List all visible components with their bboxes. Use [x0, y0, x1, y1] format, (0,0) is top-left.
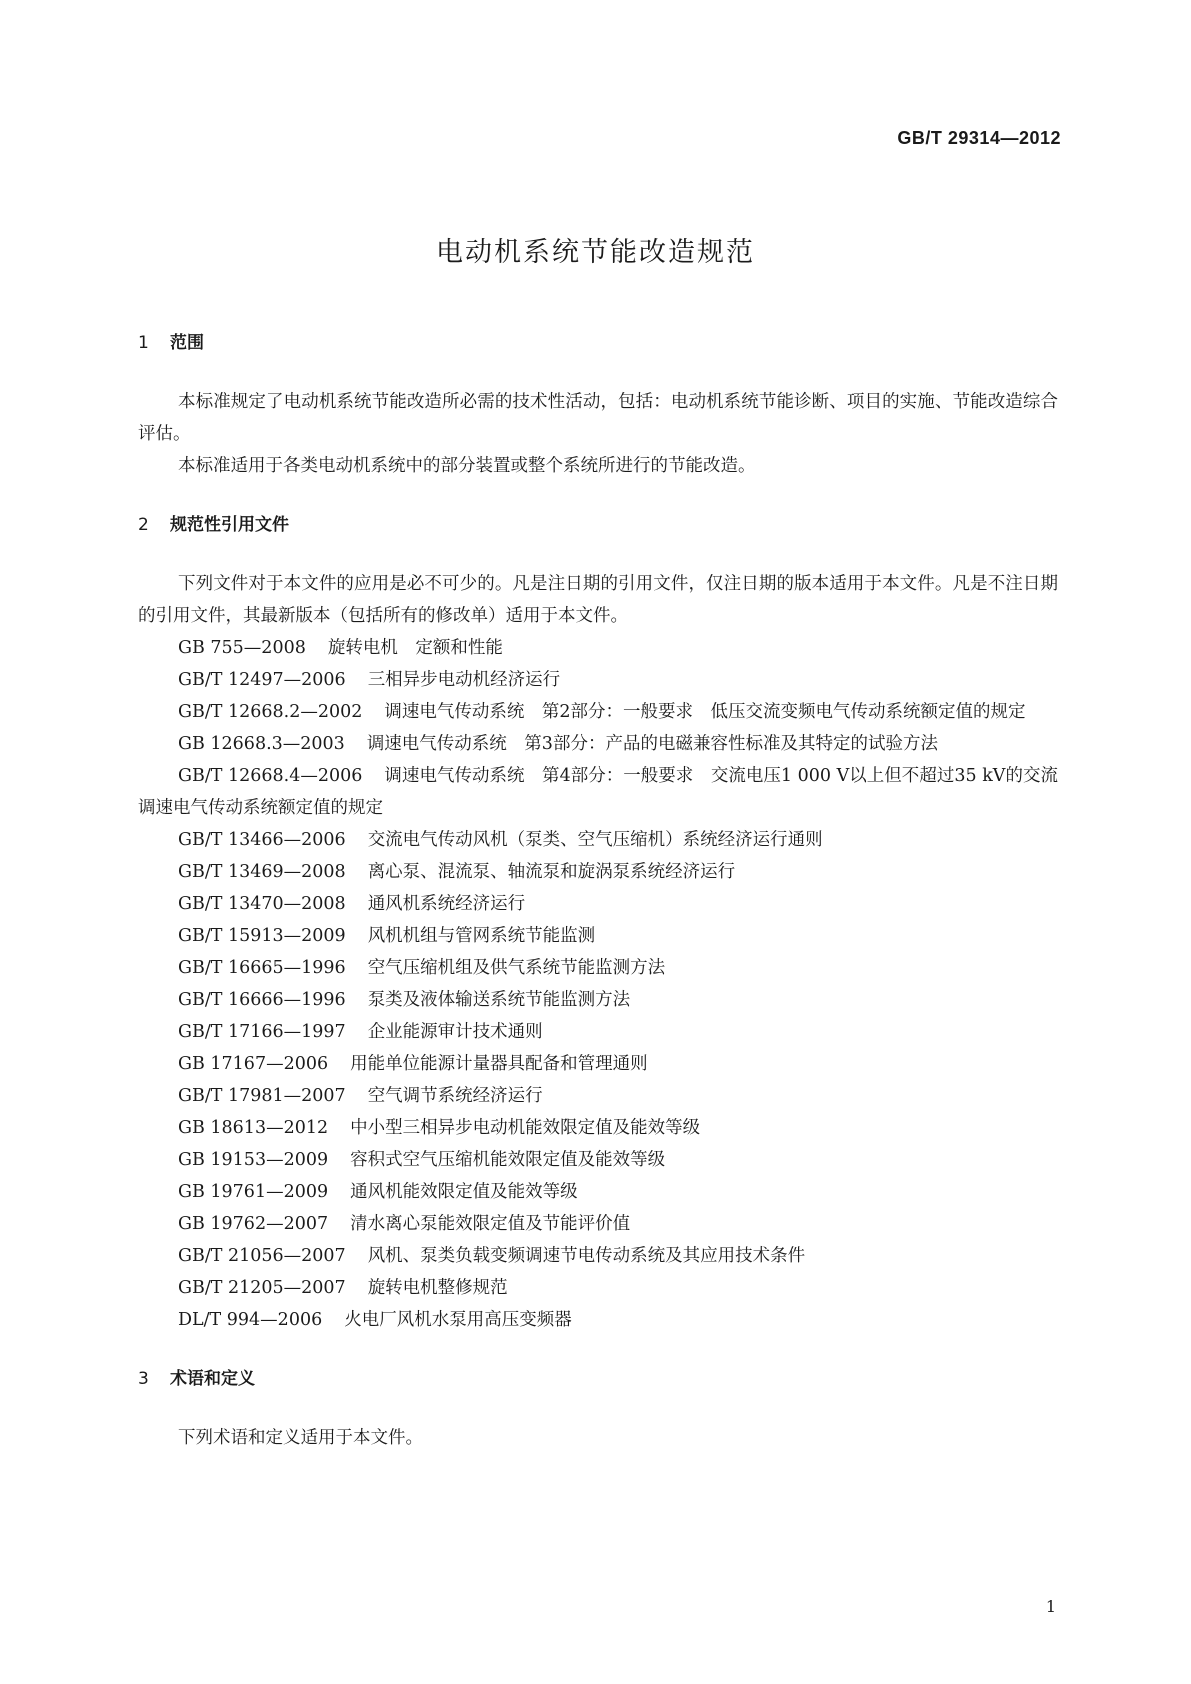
- reference-item: [138, 1208, 1058, 1240]
- reference-item: [138, 664, 1058, 696]
- reference-item: [138, 1272, 1058, 1304]
- section-heading-terms: [138, 1366, 1058, 1392]
- reference-list: [138, 632, 1058, 1336]
- reference-title: 离心泵、混流泵、轴流泵和旋涡泵系统经济运行: [367, 862, 736, 882]
- document-title: 电动机系统节能改造规范: [436, 237, 755, 268]
- reference-code: GB 19153—2009: [178, 1150, 329, 1170]
- reference-title: 清水离心泵能效限定值及节能评价值: [350, 1214, 631, 1234]
- reference-code: GB/T 17166—1997: [178, 1022, 346, 1042]
- reference-code: GB 18613—2012: [178, 1118, 329, 1138]
- reference-item: [138, 1144, 1058, 1176]
- page-number: 1: [1045, 1597, 1056, 1616]
- section-heading-scope: [138, 330, 1058, 356]
- reference-code: GB 19762—2007: [178, 1214, 329, 1234]
- reference-item: [138, 952, 1058, 984]
- reference-title: 三相异步电动机经济运行: [367, 670, 561, 690]
- reference-code: GB/T 21205—2007: [178, 1278, 346, 1298]
- reference-item: [138, 728, 1058, 760]
- reference-item: [138, 888, 1058, 920]
- terms-intro: 下列术语和定义适用于本文件。: [178, 1428, 423, 1448]
- standard-number: GB/T 29314—2012: [897, 128, 1061, 148]
- reference-title: 调速电气传动系统 第2部分：一般要求 低压交流变频电气传动系统额定值的规定: [384, 702, 1026, 722]
- reference-item: [138, 1080, 1058, 1112]
- reference-code: GB/T 12497—2006: [178, 670, 346, 690]
- reference-title: 火电厂风机水泵用高压变频器: [344, 1310, 572, 1330]
- section-title: 术语和定义: [170, 1369, 255, 1389]
- reference-item: [138, 1304, 1058, 1336]
- reference-item: [138, 1176, 1058, 1208]
- section-number: 3: [138, 1369, 149, 1389]
- scope-paragraph: 本标准适用于各类电动机系统中的部分装置或整个系统所进行的节能改造。: [178, 456, 756, 476]
- reference-code: GB/T 13470—2008: [178, 894, 346, 914]
- reference-code: GB/T 15913—2009: [178, 926, 346, 946]
- reference-code: GB/T 21056—2007: [178, 1246, 346, 1266]
- document-body: [138, 330, 1058, 1454]
- reference-title: 空气调节系统经济运行: [367, 1086, 543, 1106]
- reference-item: [138, 920, 1058, 952]
- reference-code: GB/T 12668.4—2006: [178, 766, 363, 786]
- reference-code: GB/T 16665—1996: [178, 958, 346, 978]
- reference-code: GB 755—2008: [178, 638, 306, 658]
- reference-item: [138, 1240, 1058, 1272]
- section-title: 范围: [170, 333, 204, 353]
- reference-item: [138, 760, 1058, 824]
- reference-item: [138, 1112, 1058, 1144]
- reference-title: 交流电气传动风机（泵类、空气压缩机）系统经济运行通则: [367, 830, 823, 850]
- reference-item: [138, 1048, 1058, 1080]
- reference-code: GB/T 13466—2006: [178, 830, 346, 850]
- reference-code: GB/T 16666—1996: [178, 990, 346, 1010]
- reference-item: [138, 1016, 1058, 1048]
- reference-item: [138, 984, 1058, 1016]
- section-number: 2: [138, 515, 149, 535]
- reference-title: 容积式空气压缩机能效限定值及能效等级: [350, 1150, 666, 1170]
- reference-code: DL/T 994—2006: [178, 1310, 323, 1330]
- reference-title: 泵类及液体输送系统节能监测方法: [367, 990, 631, 1010]
- reference-title: 风机、泵类负载变频调速节电传动系统及其应用技术条件: [367, 1246, 806, 1266]
- reference-code: GB/T 12668.2—2002: [178, 702, 363, 722]
- reference-item: [138, 696, 1058, 728]
- reference-title: 调速电气传动系统 第4部分：一般要求 交流电压1 000 V以上但不超过35 kV的交流调速电气传动系统额定值的规定: [138, 766, 1058, 818]
- reference-title: 企业能源审计技术通则: [367, 1022, 543, 1042]
- reference-title: 空气压缩机组及供气系统节能监测方法: [367, 958, 666, 978]
- references-intro: 下列文件对于本文件的应用是必不可少的。凡是注日期的引用文件，仅注日期的版本适用于本文件。凡是不注日期的引用文件，其最新版本（包括所有的修改单）适用于本文件。: [138, 574, 1058, 626]
- reference-item: [138, 632, 1058, 664]
- section-heading-normative-references: [138, 512, 1058, 538]
- reference-item: [138, 824, 1058, 856]
- reference-title: 旋转电机 定额和性能: [327, 638, 503, 658]
- scope-paragraph: 本标准规定了电动机系统节能改造所必需的技术性活动，包括：电动机系统节能诊断、项目的实施、节能改造综合评估。: [138, 392, 1058, 444]
- reference-code: GB 12668.3—2003: [178, 734, 345, 754]
- reference-title: 通风机系统经济运行: [367, 894, 526, 914]
- section-number: 1: [138, 333, 149, 353]
- reference-item: [138, 856, 1058, 888]
- reference-title: 风机机组与管网系统节能监测: [367, 926, 596, 946]
- reference-code: GB/T 13469—2008: [178, 862, 346, 882]
- reference-title: 旋转电机整修规范: [367, 1278, 508, 1298]
- reference-code: GB 19761—2009: [178, 1182, 329, 1202]
- reference-code: GB 17167—2006: [178, 1054, 329, 1074]
- reference-title: 中小型三相异步电动机能效限定值及能效等级: [350, 1118, 701, 1138]
- reference-title: 用能单位能源计量器具配备和管理通则: [350, 1054, 648, 1074]
- reference-code: GB/T 17981—2007: [178, 1086, 346, 1106]
- reference-title: 通风机能效限定值及能效等级: [350, 1182, 578, 1202]
- reference-title: 调速电气传动系统 第3部分：产品的电磁兼容性标准及其特定的试验方法: [366, 734, 938, 754]
- section-title: 规范性引用文件: [170, 515, 289, 535]
